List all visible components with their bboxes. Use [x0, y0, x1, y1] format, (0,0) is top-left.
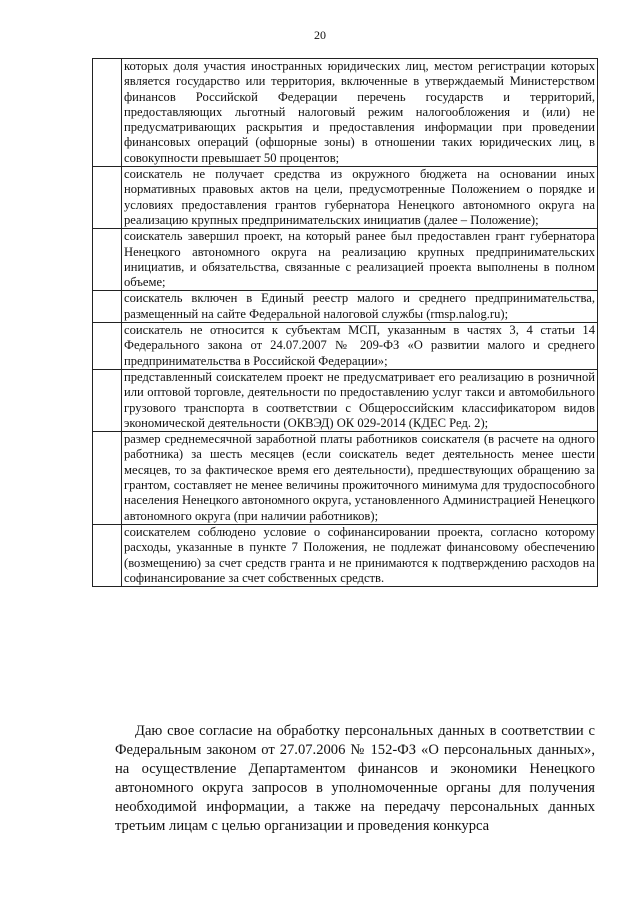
page-number: 20: [314, 28, 326, 42]
table-row: [93, 369, 598, 431]
checkbox-cell[interactable]: [93, 524, 122, 586]
checkbox-cell[interactable]: [93, 167, 122, 229]
table-row: [93, 229, 598, 291]
table-row: [93, 323, 598, 370]
criterion-text: представленный соискателем проект не предусматривает его реализацию в розничной или оптовой торговле, деятельности по предоставлению услуг такси и автомобильного грузового транспорта в соответствии с Общероссийским классификатором видов экономической деятельности (ОКВЭД) ОК 029-2014 (КДЕС Ред. 2);: [122, 369, 598, 431]
checkbox-cell[interactable]: [93, 323, 122, 370]
criterion-text: которых доля участия иностранных юридических лиц, местом регистрации которых является государство или территория, включенные в утверждаемый Министерством финансов Российской Федерации перечень государств и территорий, предоставляющих льготный налоговый режим налогообложения и (или) не предусматривающих раскрытия и предоставления информации при проведении финансовых операций (офшорные зоны) в отношении таких юридических лиц, в совокупности превышает 50 процентов;: [122, 59, 598, 167]
criterion-text: соискателем соблюдено условие о софинансировании проекта, согласно которому расходы, указанные в пункте 7 Положения, не подлежат финансовому обеспечению (возмещению) за счет средств гранта и не принимаются к подтверждению расходов на софинансирование за счет собственных средств.: [122, 524, 598, 586]
table-row: [93, 291, 598, 323]
checkbox-cell[interactable]: [93, 369, 122, 431]
checkbox-cell[interactable]: [93, 432, 122, 525]
criteria-table: [92, 58, 598, 587]
criterion-text: соискатель включен в Единый реестр малого и среднего предпринимательства, размещенный на сайте Федеральной налоговой службы (rmsp.nalog.ru);: [122, 291, 598, 323]
table-row: [93, 59, 598, 167]
checkbox-cell[interactable]: [93, 291, 122, 323]
consent-paragraph: Даю свое согласие на обработку персональных данных в соответствии с Федеральным законом от 27.07.2006 № 152-ФЗ «О персональных данных», на осуществление Департаментом финансов и экономики Ненецкого автономного округа запросов в уполномоченные органы для получения необходимой информации, а также на передачу персональных данных третьим лицам с целью организации и проведения конкурса: [115, 723, 595, 834]
table-row: [93, 432, 598, 525]
checkbox-cell[interactable]: [93, 229, 122, 291]
table-row: [93, 524, 598, 586]
table-row: [93, 167, 598, 229]
criterion-text: размер среднемесячной заработной платы работников соискателя (в расчете на одного работника) за шесть месяцев (если соискатель ведет деятельность менее шести месяцев, то за фактическое время его деятельности), предшествующих обращению за грантом, составляет не менее величины прожиточного минимума для трудоспособного населения Ненецкого автономного округа, установленного Администрацией Ненецкого автономного округа (при наличии работников);: [122, 432, 598, 525]
checkbox-cell[interactable]: [93, 59, 122, 167]
criterion-text: соискатель завершил проект, на который ранее был предоставлен грант губернатора Ненецкого автономного округа на реализацию крупных предпринимательских инициатив, и обязательства, связанные с реализацией проекта выполнены в полном объеме;: [122, 229, 598, 291]
criterion-text: соискатель не относится к субъектам МСП, указанным в частях 3, 4 статьи 14 Федерального закона от 24.07.2007 № 209-ФЗ «О развитии малого и среднего предпринимательства в Российской Федерации»;: [122, 323, 598, 370]
criterion-text: соискатель не получает средства из окружного бюджета на основании иных нормативных правовых актов на цели, предусмотренные Положением о порядке и условиях предоставления грантов губернатора Ненецкого автономного округа на реализацию крупных предпринимательских инициатив (далее – Положение);: [122, 167, 598, 229]
